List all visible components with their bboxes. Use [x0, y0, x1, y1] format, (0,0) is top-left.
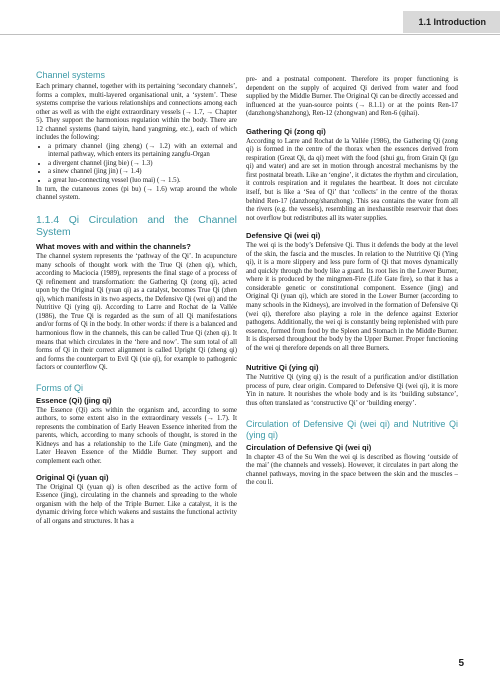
left-column	[36, 70, 237, 526]
heading-defensive-qi: Defensive Qi (wei qi)	[246, 231, 321, 241]
list-item: • a primary channel (jing zheng) (→ 1.2) with an external and internal pathway, which enters its pertaining zangfu-Organ	[48, 143, 237, 160]
heading-nutritive-qi: Nutritive Qi (ying qi)	[246, 363, 319, 373]
heading-forms-of-qi: Forms of Qi	[36, 382, 84, 393]
section-title: 1.1 Introduction	[403, 11, 500, 33]
heading-essence-qi: Essence (Qi) (jing qi)	[36, 395, 112, 405]
paragraph-what-moves: The channel system represents the ‘pathway of the Qi’. In acupuncture many schools of thought work with the True Qi (zhen qi), which, according to Maciocia (1989), represents the final stage of a process of Qi refinement and transformation: the Gathering Qi (zong qi), acted upon by the Original Qi (yuan qi) as a catalyst, becomes True Qi (zhen qi), which manifests in its two aspects, the Defensive Qi (wei qi) and the Nutritive Qi (ying qi). According to Larre and Rochat de la Vallée (1986), the True Qi is regarded as the sum of all Qi manifestations and/or forms of Qi in the body. In other words: if there is a balanced and harmonious flow in the channels, this can be called True Qi (zhen qi). It means that which circulates in the ‘here and now’. The sum total of all forms of Qi in their correct alignment is called Upright Qi (zheng qi) and forms the counterpart to Evil Qi (xie qi), for example to pathogenic factors or counterflow Qi.	[36, 253, 237, 372]
heading-original-qi: Original Qi (yuan qi)	[36, 472, 109, 482]
heading-qi-circulation: 1.1.4 Qi Circulation and the Channel System	[36, 214, 237, 238]
paragraph-essence-qi: The Essence (Qi) acts within the organism and, according to some authors, to some extent also in the extraordinary vessels (→ 1.7). It represents the combination of Early Heaven Essence inherited from the parents, which, according to many schools of thought, is stored in the Kidneys and has a relationship to the Life Gate (mingmen), and the Later Heaven Essence of the Middle Burner. They support and complement each other.	[36, 406, 237, 465]
paragraph-nutritive-qi: The Nutritive Qi (ying qi) is the result of a purification and/or distillation process of pure, clear origin. Compared to Defensive Qi (wei qi), it is more Yin in nature. It nourishes the whole body and is its ‘building substance’, thus often translated as ‘constructive Qi’ or ‘building energy’.	[246, 374, 458, 407]
paragraph-original-qi-cont: pre- and a postnatal component. Therefore its proper functioning is dependent on the supply of acquired Qi derived from water and food supplied by the Middle Burner. The Original Qi can be directly accessed and influenced at the yuan-source points (→ 8.1.1) or at the points Ren-17 (danzhong/shanzhong), Ren-12 (zhongwan) and Ren-6 (qihai).	[246, 76, 458, 118]
heading-circulation: Circulation of Defensive Qi (wei qi) and Nutritive Qi (ying qi)	[246, 418, 458, 440]
running-header	[0, 10, 500, 34]
page-number: 5	[458, 658, 464, 669]
paragraph-defensive-qi: The wei qi is the body’s Defensive Qi. Thus it defends the body at the level of the skin, the fascia and the muscles. In relation to the Nutritive Qi (Ying qi), it is a more slippery and less pure form of Qi that moves dynamically and quickly through the body like a guard. Its root lies in the Lower Burner, where it is produced by the mingmen-Fire (Life Gate fire), so that it has a considerable genetic or constitutional component. Essence (jing) and Original Qi (yuan qi), which are stored in the Lower Burner (according to many schools in the Kidneys), are involved in the formation of Defensive Qi (wei qi), therefore also playing a role in the defence against Exterior pathogens. Additionally, the wei qi is constantly being replenished with pure essence, formed from food by the Spleen and Stomach in the Middle Burner. It is dispersed throughout the body by the Upper Burner. Proper functioning of the wei qi therefore depends on all three Burners.	[246, 242, 458, 352]
list-item: • a great luo-connecting vessel (luo mai) (→ 1.5).	[48, 177, 237, 186]
header-rule	[0, 34, 500, 35]
paragraph-gathering-qi: According to Larre and Rochat de la Vallée (1986), the Gathering Qi (zong qi) is formed in the centre of the thorax when the essences derived from respiration (Great Qi, da qi) meet with the food (shui gu, from Grain Qi (gu qi) and water) and are set in motion through ancestral mechanisms by the first postnatal breath. Like an ‘engine’, it dictates the rhythm and circulation, it controls respiration and it regulates the heartbeat. It does not circulate itself, but is like a ‘Sea of Qi’ that ‘collects’ in the centre of the thorax behind Ren-17 (danzhong/shanzhong). This sea contains the water from all the rivers (e.g. the vessels), resembling an inexhaustible reservoir that does not overflow but redistributes all its water supplies.	[246, 137, 459, 222]
paragraph-cutaneous-zones: In turn, the cutaneous zones (pi bu) (→ 1.6) wrap around the whole channel system.	[36, 185, 237, 202]
channel-system-list	[36, 143, 237, 186]
paragraph-channel-systems: Each primary channel, together with its pertaining ‘secondary channels’, forms a complex, multi-layered organisational unit, a ‘system’. These systems comprise the various relationships and connections among each other as well as with the eight extraordinary vessels (→ 1.7, → Chapter 5). They support the harmonious regulation within the body. There are 12 channel systems (hand taiyin, hand yangming, etc.), each of which includes the following:	[36, 83, 237, 142]
paragraph-original-qi: The Original Qi (yuan qi) is often described as the active form of Essence (jing), circulating in the channels and spreading to the whole organism with the help of the Triple Burner. Like a catalyst, it is the dynamic driving force which wakens and sustains the functional activity of all organs and structures. It has a	[36, 483, 237, 525]
heading-channel-systems: Channel systems	[36, 70, 106, 80]
list-item: • a sinew channel (jing jin) (→ 1.4)	[48, 168, 237, 177]
heading-what-moves: What moves with and within the channels?	[36, 242, 191, 252]
list-item: • a divergent channel (jing bie) (→ 1.3)	[48, 160, 237, 169]
heading-gathering-qi: Gathering Qi (zong qi)	[246, 126, 326, 136]
paragraph-circulation-defensive: In chapter 43 of the Su Wen the wei qi is described as flowing ‘outside of the mai’ (the channels and vessels). However, it circulates in part along the channel pathways, moving in the space between the skin and the muscles – the cou li.	[246, 453, 458, 487]
right-column	[246, 76, 458, 488]
heading-circulation-defensive: Circulation of Defensive Qi (wei qi)	[246, 442, 372, 452]
